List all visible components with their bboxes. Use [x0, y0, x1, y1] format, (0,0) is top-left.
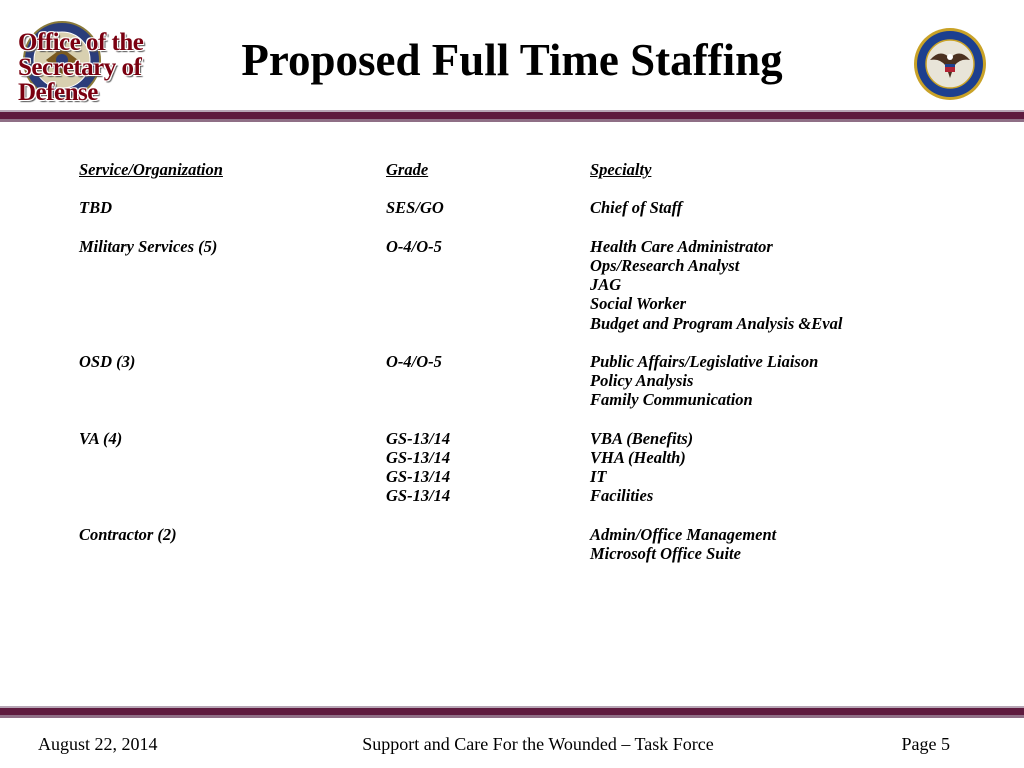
specialty-cell: Family Communication [590, 390, 753, 410]
specialty-cell: Chief of Staff [590, 198, 683, 218]
header-grade: Grade [386, 160, 429, 179]
specialty-cell: Policy Analysis [590, 371, 694, 391]
page-title: Proposed Full Time Staffing [241, 35, 783, 85]
specialty-cell: Admin/Office Management [590, 524, 777, 544]
specialty-cell: Facilities [590, 486, 654, 506]
table-row [0, 429, 1024, 448]
table-row [0, 544, 1024, 563]
org-cell: TBD [79, 198, 112, 218]
table-row [0, 371, 1024, 390]
table-row [0, 390, 1024, 409]
specialty-cell: Budget and Program Analysis &Eval [590, 313, 843, 333]
org-cell: Military Services (5) [79, 236, 218, 256]
specialty-cell: IT [590, 467, 607, 486]
spacer-row [0, 179, 1024, 198]
osd-logo-line2: Secretary of Defense [18, 54, 142, 106]
org-cell: OSD (3) [79, 351, 136, 371]
grade-cell: GS-13/14 [386, 467, 451, 486]
va-seal-icon [908, 26, 992, 102]
table-row [0, 218, 1024, 237]
table-row [0, 314, 1024, 333]
table-row [0, 198, 1024, 217]
footer-divider [0, 706, 1024, 718]
header-divider [0, 110, 1024, 122]
org-cell: VA (4) [79, 428, 123, 448]
grade-cell: GS-13/14 [386, 428, 451, 448]
table-row [0, 352, 1024, 371]
table-row [0, 409, 1024, 428]
grade-cell: GS-13/14 [386, 486, 451, 506]
grade-cell: GS-13/14 [386, 447, 451, 467]
staffing-table [0, 160, 1024, 563]
table-header-row [0, 160, 1024, 179]
specialty-cell: Social Worker [590, 294, 687, 314]
specialty-cell: VHA (Health) [590, 447, 686, 467]
specialty-cell: Microsoft Office Suite [590, 543, 741, 563]
table-row [0, 237, 1024, 256]
org-cell: Contractor (2) [79, 524, 177, 544]
grade-cell: SES/GO [386, 198, 444, 218]
grade-cell: O-4/O-5 [386, 351, 442, 371]
table-row [0, 467, 1024, 486]
table-row [0, 333, 1024, 352]
table-row [0, 486, 1024, 505]
osd-logo-line1: Office of the [18, 29, 144, 56]
table-row [0, 448, 1024, 467]
specialty-cell: Public Affairs/Legislative Liaison [590, 351, 819, 371]
table-row [0, 525, 1024, 544]
specialty-cell: VBA (Benefits) [590, 428, 694, 448]
header-org: Service/Organization [79, 160, 223, 179]
table-row [0, 294, 1024, 313]
footer-title: Support and Care For the Wounded – Task Force [362, 734, 714, 754]
table-row [0, 256, 1024, 275]
specialty-cell: Ops/Research Analyst [590, 255, 740, 275]
specialty-cell: JAG [590, 275, 622, 295]
table-row [0, 275, 1024, 294]
specialty-cell: Health Care Administrator [590, 236, 773, 256]
footer-date: August 22, 2014 [38, 734, 158, 754]
grade-cell: O-4/O-5 [386, 236, 442, 256]
footer-page-number: Page 5 [901, 734, 950, 754]
header-specialty: Specialty [590, 160, 652, 179]
va-logo [908, 26, 992, 102]
table-row [0, 505, 1024, 524]
